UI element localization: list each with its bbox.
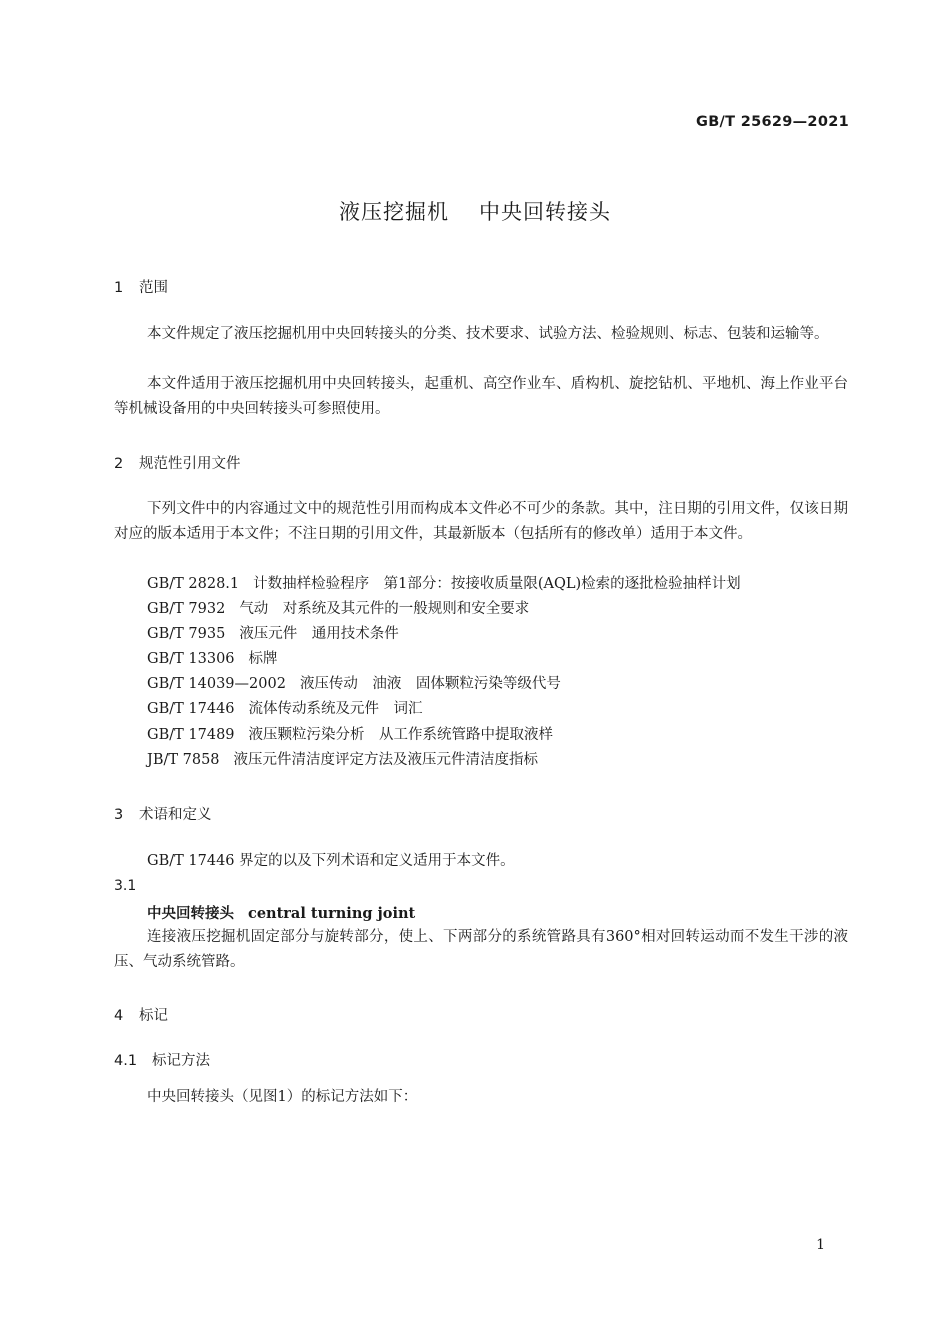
reference-item [147,723,741,748]
reference-item [147,572,741,597]
terms-intro: GB/T 17446 界定的以及下列术语和定义适用于本文件。 [147,853,515,869]
reference-title: 流体传动系统及元件 词汇 [248,701,423,718]
section-title: 范围 [139,280,168,296]
reference-title: 计数抽样检验程序 第1部分：按接收质量限(AQL)检索的逐批检验抽样计划 [253,576,741,592]
subsection-heading-4-1 [114,1049,210,1070]
section-title: 术语和定义 [139,807,212,823]
reference-item [147,647,741,672]
section-heading-4 [114,1004,168,1025]
section-number: 2 [114,456,124,472]
reference-code: GB/T 17489 [147,726,235,743]
reference-code: GB/T 7932 [147,601,226,618]
standard-code: GB/T 25629—2021 [696,114,849,130]
document-title [0,196,950,226]
reference-title: 液压元件清洁度评定方法及液压元件清洁度指标 [233,751,539,768]
scope-paragraph-2: 本文件适用于液压挖掘机用中央回转接头，起重机、高空作业车、盾构机、旋挖钻机、平地机、海上作业平台等机械设备用的中央回转接头可参照使用。 [114,376,848,417]
section-heading-2 [114,452,241,473]
scope-paragraph-1: 本文件规定了液压挖掘机用中央回转接头的分类、技术要求、试验方法、检验规则、标志、包装和运输等。 [147,326,829,342]
marking-method-text: 中央回转接头（见图1）的标记方法如下： [147,1089,418,1105]
section-title: 标记 [139,1008,168,1024]
reference-item [147,672,741,697]
reference-item [147,748,741,773]
reference-code: GB/T 17446 [147,701,235,718]
section-heading-1 [114,276,168,297]
reference-title: 液压颗粒污染分析 从工作系统管路中提取液样 [248,726,554,743]
title-part1: 液压挖掘机 [339,200,449,224]
reference-code: JB/T 7858 [147,751,220,768]
term-name-en: central turning joint [248,905,416,922]
section-number: 1 [114,280,124,296]
term-number: 3.1 [114,878,137,894]
reference-item [147,597,741,622]
subsection-title: 标记方法 [152,1053,210,1069]
reference-code: GB/T 14039—2002 [147,676,286,693]
section-number: 4 [114,1008,124,1024]
reference-title: 液压元件 通用技术条件 [239,626,399,643]
reference-code: GB/T 2828.1 [147,576,240,592]
reference-item [147,697,741,722]
term-name-zh: 中央回转接头 [147,905,234,922]
section-heading-3 [114,803,212,824]
section-title: 规范性引用文件 [139,456,241,472]
reference-code: GB/T 13306 [147,651,235,668]
references-intro-paragraph: 下列文件中的内容通过文中的规范性引用而构成本文件必不可少的条款。其中，注日期的引用文件，仅该日期对应的版本适用于本文件；不注日期的引用文件，其最新版本（包括所有的修改单）适用于本文件。 [114,501,848,542]
page-number: 1 [816,1237,825,1253]
term-name [147,902,415,923]
reference-title: 液压传动 油液 固体颗粒污染等级代号 [299,676,561,693]
reference-item [147,622,741,647]
reference-title: 气动 对系统及其元件的一般规则和安全要求 [239,601,530,618]
normative-reference-list [147,572,741,773]
reference-title: 标牌 [248,651,278,668]
reference-code: GB/T 7935 [147,626,226,643]
subsection-number: 4.1 [114,1053,138,1069]
section-number: 3 [114,807,124,823]
term-definition: 连接液压挖掘机固定部分与旋转部分，使上、下两部分的系统管路具有360°相对回转运动而不发生干涉的液压、气动系统管路。 [114,929,848,970]
title-part2: 中央回转接头 [479,200,611,224]
